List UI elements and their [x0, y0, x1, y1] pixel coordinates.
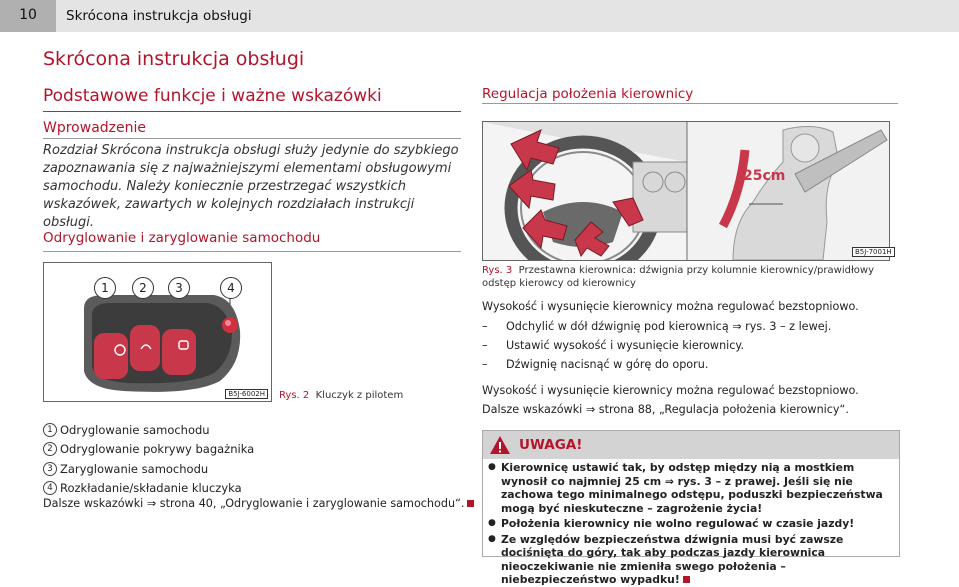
- lock-section-heading: Odryglowanie i zaryglowanie samochodu: [43, 230, 321, 246]
- further-info: Dalsze wskazówki ⇒ strona 40, „Odryglowanie i zaryglowanie samochodu“.: [43, 497, 474, 510]
- warning-title: UWAGA!: [519, 437, 583, 453]
- key-figure: [43, 262, 272, 402]
- warning-item: ● Ze względów bezpieczeństwa dźwignia musi być zawsze dociśnięta do góry, tak aby podczas jazdy kierownica nieoczekiwanie nie zmieniła swego położenia – niebezpieczeństwo wypadku!: [485, 533, 893, 587]
- figure-code: B5J-7001H: [852, 247, 895, 257]
- step-item: – Dźwignię nacisnąć w górę do oporu.: [482, 358, 709, 371]
- warning-item: ● Położenia kierownicy nie wolno regulować w czasie jazdy!: [485, 517, 893, 531]
- chapter-title: Skrócona instrukcja obsługi: [43, 48, 305, 70]
- steering-illustration: [483, 122, 889, 260]
- callout-2: 2: [132, 277, 154, 299]
- callout-3: 3: [168, 277, 190, 299]
- step-item: – Odchylić w dół dźwignię pod kierownicą ⇒ rys. 3 – z lewej.: [482, 320, 832, 333]
- callout-1: 1: [94, 277, 116, 299]
- intro-text: Rozdział Skrócona instrukcja obsługi służy jedynie do szybkiego zapoznawania się z najważniejszymi elementami obsługowymi samochodu. Należy koniecznie przestrzegać wszystkich wskazówek, zawartych w kolejnych rozdziałach instrukcji obsługi.: [43, 143, 459, 230]
- warning-list: [483, 459, 899, 587]
- callout-4: 4: [220, 277, 242, 299]
- end-marker-icon: [467, 500, 474, 507]
- warning-header: [483, 431, 899, 459]
- steering-figure: [482, 121, 890, 261]
- steering-figure-caption: Rys. 3 Przestawna kierownica: dźwignia przy kolumnie kierownicy/prawidłowy odstęp kierowcy od kierownicy: [482, 265, 875, 289]
- page-number: 10: [0, 0, 56, 32]
- steering-para3: Dalsze wskazówki ⇒ strona 88, „Regulacja położenia kierownicy“.: [482, 403, 849, 416]
- warning-triangle-icon: [489, 435, 511, 455]
- list-item: 1 Odryglowanie samochodu: [43, 420, 463, 440]
- key-item-list: [43, 420, 463, 498]
- figure-code: B5J-6002H: [225, 389, 268, 399]
- list-item: 3 Zaryglowanie samochodu: [43, 459, 463, 479]
- end-marker-icon: [683, 576, 690, 583]
- warning-item: ● Kierownicę ustawić tak, by odstęp między nią a mostkiem wynosił co najmniej 25 cm ⇒ rys. 3 – z prawej. Jeśli się nie zachowa tego minimalnego odstępu, poduszki bezpieczeństwa mogą być nieskuteczne – zagrożenie życia!: [485, 461, 893, 515]
- distance-label: 25cm: [743, 168, 786, 184]
- divider: [43, 111, 461, 112]
- warning-box: [482, 430, 900, 586]
- step-item: – Ustawić wysokość i wysunięcie kierownicy.: [482, 339, 745, 352]
- section-title: Podstawowe funkcje i ważne wskazówki: [43, 86, 382, 106]
- intro-heading: Wprowadzenie: [43, 120, 146, 136]
- running-header-title: Skrócona instrukcja obsługi: [66, 8, 252, 24]
- list-item: 2 Odryglowanie pokrywy bagażnika: [43, 440, 463, 460]
- key-figure-caption: Rys. 2 Kluczyk z pilotem: [279, 390, 404, 401]
- divider: [43, 138, 461, 139]
- steering-para2: Wysokość i wysunięcie kierownicy można regulować bezstopniowo.: [482, 384, 859, 397]
- divider: [482, 103, 898, 104]
- steering-para1: Wysokość i wysunięcie kierownicy można regulować bezstopniowo.: [482, 300, 859, 313]
- divider: [43, 251, 461, 252]
- list-item: 4 Rozkładanie/składanie kluczyka: [43, 479, 463, 499]
- steering-section-heading: Regulacja położenia kierownicy: [482, 86, 694, 102]
